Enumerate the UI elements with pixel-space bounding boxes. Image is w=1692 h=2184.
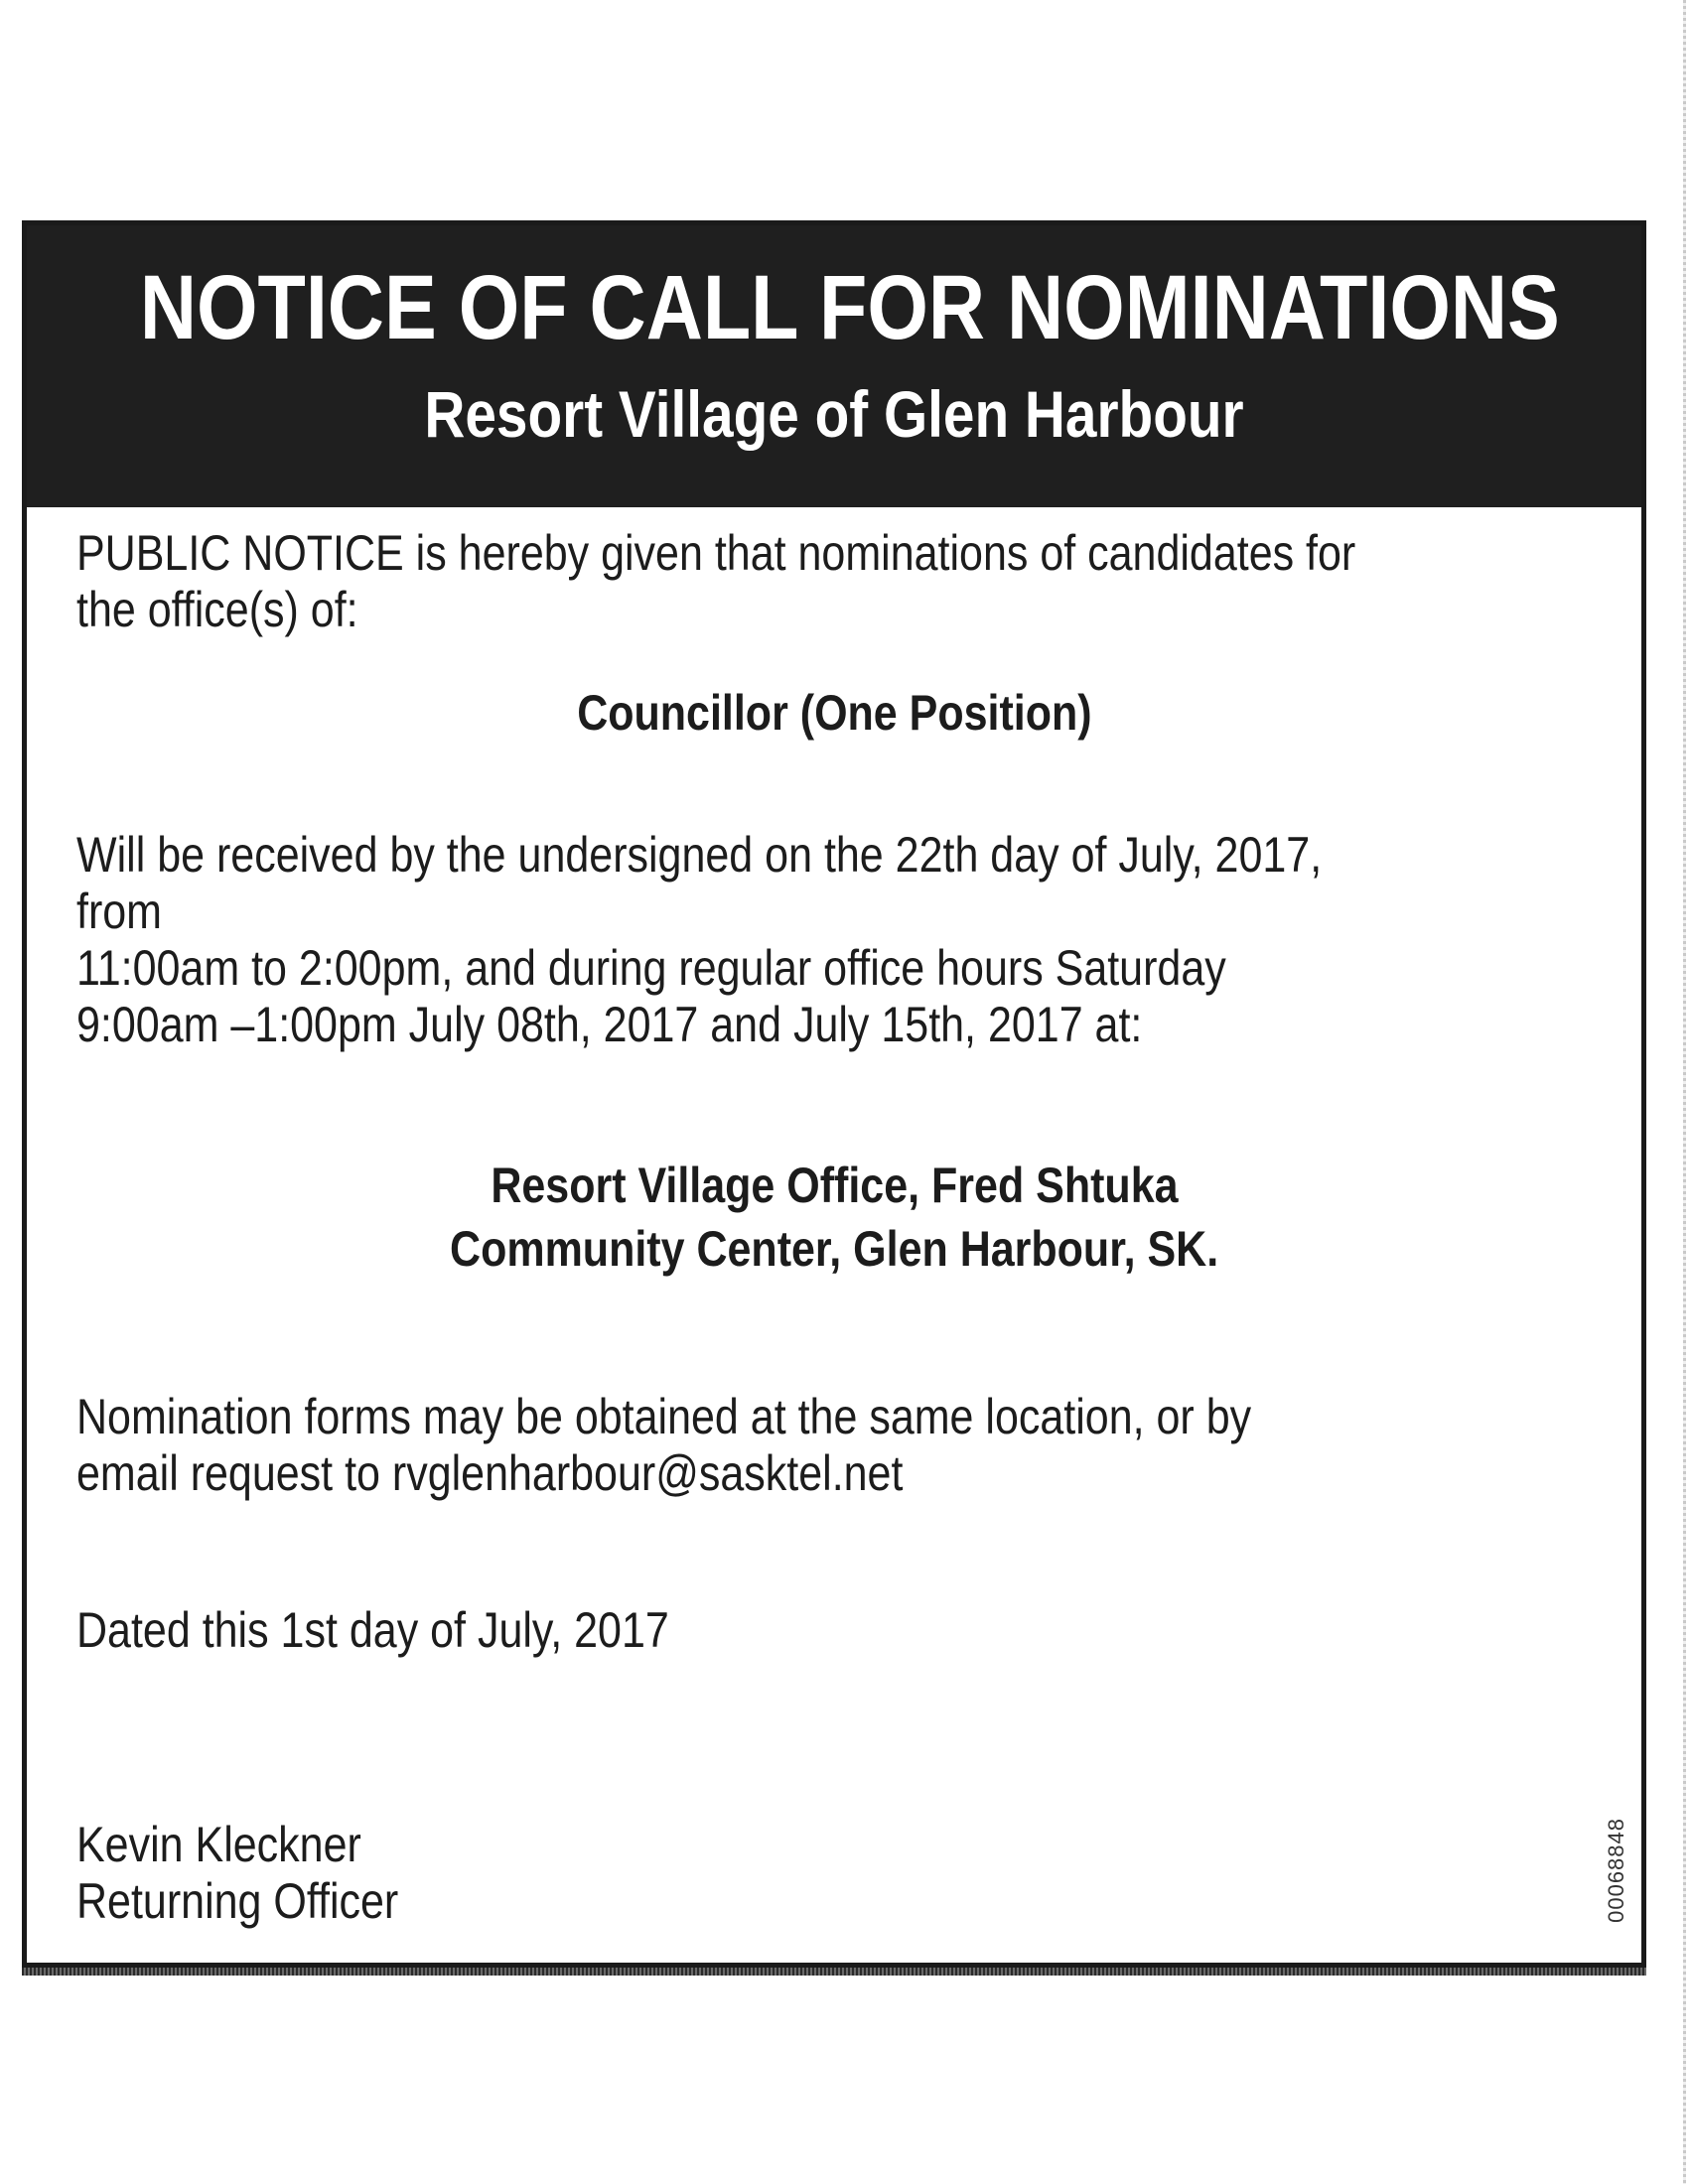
forms-line-1: Nomination forms may be obtained at the same location, or by bbox=[76, 1389, 1252, 1444]
received-line-3: 11:00am to 2:00pm, and during regular office hours Saturday bbox=[76, 940, 1226, 996]
position-heading bbox=[27, 681, 1641, 745]
forms-paragraph bbox=[76, 1389, 1602, 1502]
signer-title: Returning Officer bbox=[76, 1873, 399, 1929]
received-line-2: from bbox=[76, 884, 162, 939]
position-title: Councillor (One Position) bbox=[576, 685, 1092, 741]
dated-line: Dated this 1st day of July, 2017 bbox=[76, 1602, 669, 1658]
location-line-1: Resort Village Office, Fred Shtuka bbox=[490, 1158, 1179, 1213]
signature-block bbox=[76, 1817, 1602, 1930]
intro-paragraph bbox=[76, 525, 1602, 638]
intro-line-1: PUBLIC NOTICE is hereby given that nominations of candidates for bbox=[76, 525, 1356, 581]
forms-line-2: email request to rvglenharbour@sasktel.net bbox=[76, 1445, 904, 1501]
page-edge-strip bbox=[1683, 0, 1686, 2184]
intro-line-2: the office(s) of: bbox=[76, 582, 358, 637]
notice-box bbox=[22, 220, 1646, 1968]
location-block bbox=[27, 1154, 1641, 1281]
notice-subtitle: Resort Village of Glen Harbour bbox=[424, 377, 1244, 451]
location-line-2: Community Center, Glen Harbour, SK. bbox=[449, 1221, 1219, 1277]
received-paragraph bbox=[76, 827, 1602, 1053]
dated-paragraph bbox=[76, 1602, 1602, 1659]
received-line-1: Will be received by the undersigned on the 22th day of July, 2017, bbox=[76, 827, 1323, 883]
reference-number: 00068848 bbox=[1604, 1818, 1628, 1923]
notice-title: NOTICE OF CALL FOR NOMINATIONS bbox=[139, 257, 1560, 358]
signer-name: Kevin Kleckner bbox=[76, 1817, 361, 1872]
header-band bbox=[27, 225, 1641, 507]
received-line-4: 9:00am –1:00pm July 08th, 2017 and July 15th, 2017 at: bbox=[76, 997, 1143, 1052]
